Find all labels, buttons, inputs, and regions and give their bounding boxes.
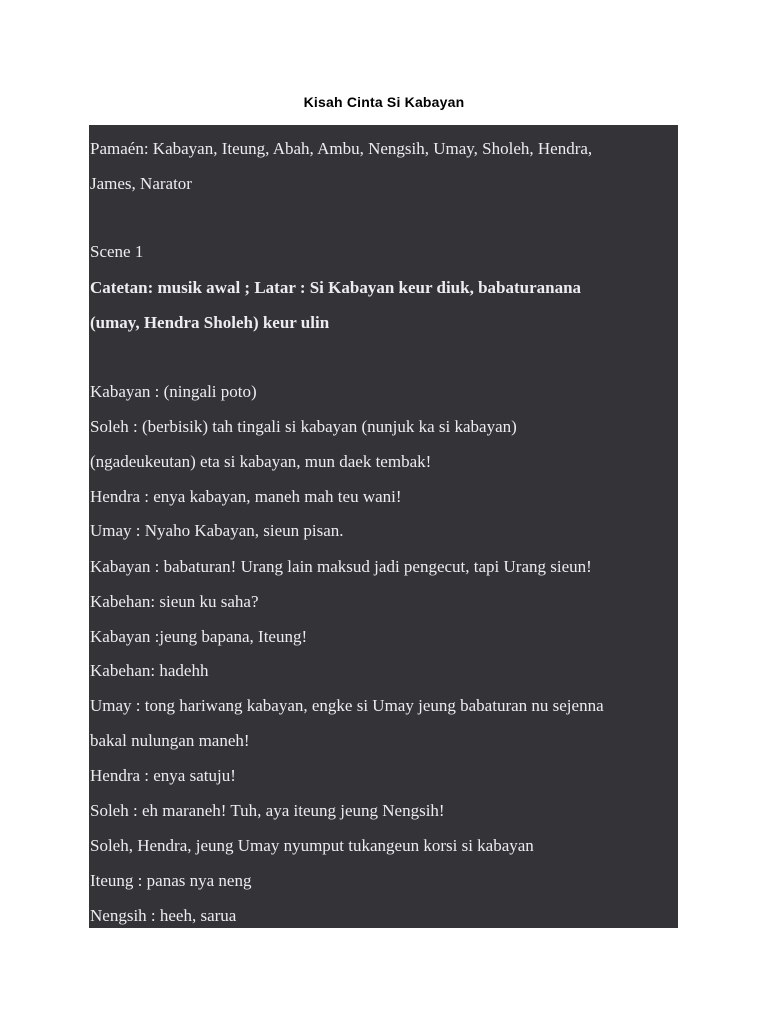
text-line: James, Narator [90, 174, 192, 193]
text-line: Kabayan : (ningali poto) [90, 382, 257, 401]
text-line: Scene 1 [90, 242, 144, 261]
text-line: bakal nulungan maneh! [90, 731, 250, 750]
text-line: (ngadeukeutan) eta si kabayan, mun daek tembak! [90, 452, 432, 471]
text-line: Soleh : (berbisik) tah tingali si kabayan (nunjuk ka si kabayan) [90, 417, 517, 436]
text-line: Umay : tong hariwang kabayan, engke si Umay jeung babaturan nu sejenna [90, 696, 604, 715]
text-line: Catetan: musik awal ; Latar : Si Kabayan keur diuk, babaturanana [90, 278, 582, 297]
text-line: Nengsih : heeh, sarua [90, 906, 237, 925]
text-line: Kabayan : babaturan! Urang lain maksud jadi pengecut, tapi Urang sieun! [90, 557, 592, 576]
text-line: Hendra : enya kabayan, maneh mah teu wani! [90, 487, 402, 506]
text-line: Soleh, Hendra, jeung Umay nyumput tukangeun korsi si kabayan [90, 836, 534, 855]
script-text-block [89, 125, 678, 928]
text-line: Kabehan: sieun ku saha? [90, 592, 259, 611]
document-title: Kisah Cinta Si Kabayan [303, 94, 465, 110]
text-line: Hendra : enya satuju! [90, 766, 236, 785]
text-line: Iteung : panas nya neng [90, 871, 252, 890]
text-line: Kabayan :jeung bapana, Iteung! [90, 627, 308, 646]
text-line: Kabehan: hadehh [90, 661, 209, 680]
text-line: Umay : Nyaho Kabayan, sieun pisan. [90, 521, 344, 540]
text-line: Soleh : eh maraneh! Tuh, aya iteung jeung Nengsih! [90, 801, 445, 820]
text-line: (umay, Hendra Sholeh) keur ulin [90, 313, 330, 332]
text-line: Pamaén: Kabayan, Iteung, Abah, Ambu, Nengsih, Umay, Sholeh, Hendra, [90, 139, 593, 158]
